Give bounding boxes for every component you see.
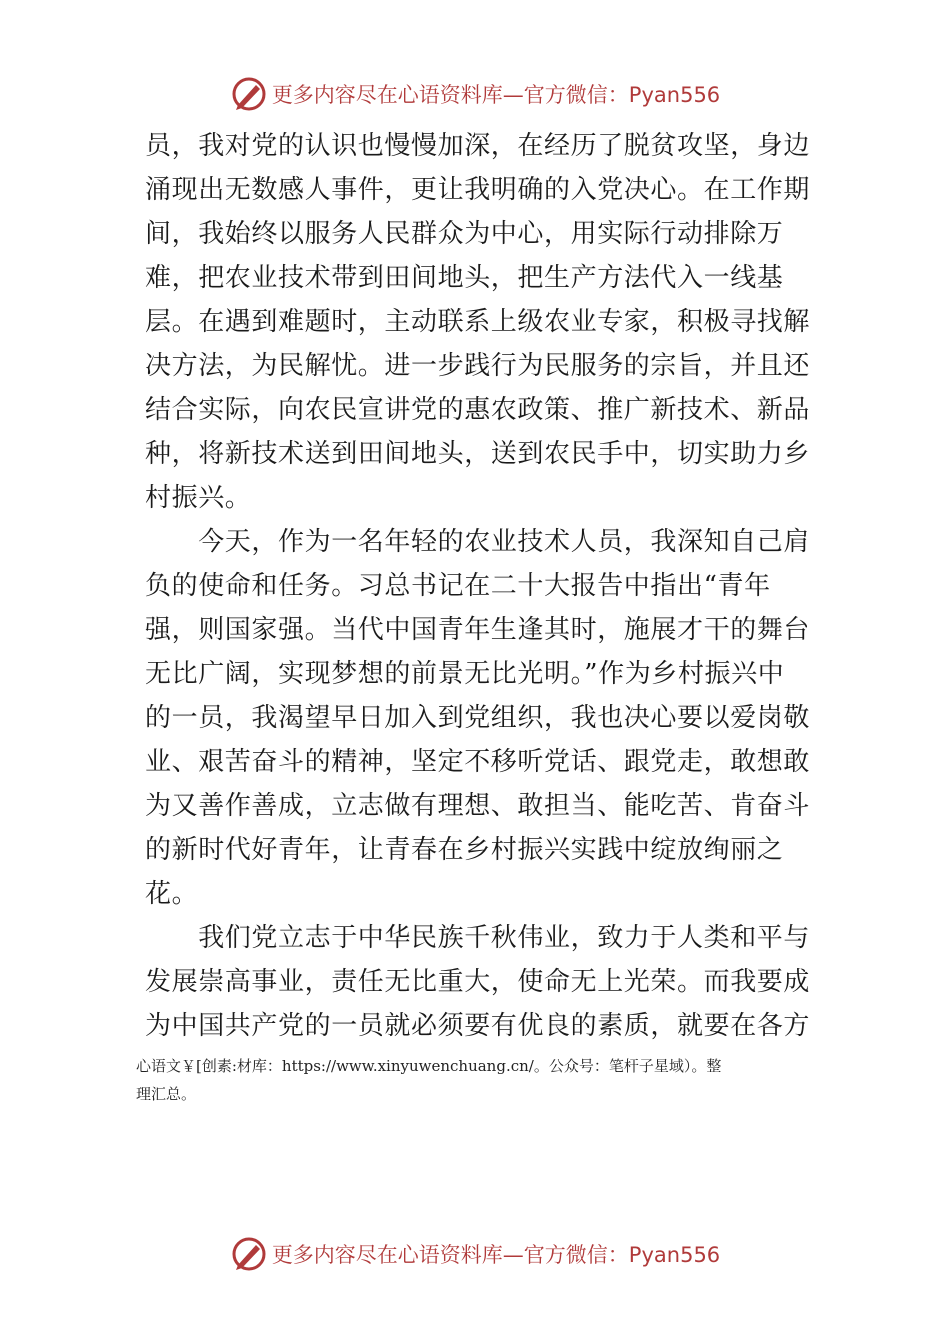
body-line: 的一员，我渴望早日加入到党组织，我也决心要以爱岗敬: [145, 703, 811, 733]
body-line: 间，我始终以服务人民群众为中心，用实际行动排除万: [145, 219, 784, 249]
body-line: 今天，作为一名年轻的农业技术人员，我深知自己肩: [145, 527, 811, 557]
body-line: 我们党立志于中华民族千秋伟业，致力于人类和平与: [145, 923, 811, 953]
body-line: 的新时代好青年，让青春在乡村振兴实践中绽放绚丽之: [145, 835, 784, 865]
source-note: [136, 1052, 826, 1108]
body-line: 强，则国家强。当代中国青年生逢其时，施展才干的舞台: [145, 615, 811, 645]
body-line: 花。: [145, 879, 199, 909]
body-line: 难，把农业技术带到田间地头，把生产方法代入一线基: [145, 263, 784, 293]
body-line: 结合实际，向农民宣讲党的惠农政策、推广新技术、新品: [145, 395, 811, 425]
body-line: 村振兴。: [145, 483, 252, 513]
pen-logo-icon: [230, 1235, 268, 1273]
body-line: 业、艰苦奋斗的精神，坚定不移听党话、跟党走，敢想敢: [145, 747, 811, 777]
body-line: 员，我对党的认识也慢慢加深，在经历了脱贫攻坚，身边: [145, 131, 811, 161]
body-line: 负的使命和任务。习总书记在二十大报告中指出“青年: [145, 571, 771, 601]
body-line: 涌现出无数感人事件，更让我明确的入党决心。在工作期: [145, 175, 811, 205]
body-line: 层。在遇到难题时，主动联系上级农业专家，积极寻找解: [145, 307, 811, 337]
banner-text: 更多内容尽在心语资料库—官方微信：Pyan556: [271, 83, 721, 107]
source-note-line: 心语文￥[创素:材库：https://www.xinyuwenchuang.cn/。公众号：笔杆子星域）。整: [136, 1057, 722, 1075]
banner-text: 更多内容尽在心语资料库—官方微信：Pyan556: [271, 1243, 721, 1267]
pen-logo-icon: [230, 75, 268, 113]
source-note-line: 理汇总。: [136, 1085, 197, 1103]
body-line: 种，将新技术送到田间地头，送到农民手中，切实助力乡: [145, 439, 811, 469]
body-line: 为又善作善成，立志做有理想、敢担当、能吃苦、肯奋斗: [145, 791, 811, 821]
document-body: [145, 124, 811, 1048]
header-banner: [0, 74, 950, 114]
footer-banner: [0, 1234, 950, 1274]
body-line: 无比广阔，实现梦想的前景无比光明。”作为乡村振兴中: [145, 659, 785, 689]
body-line: 为中国共产党的一员就必须要有优良的素质，就要在各方: [145, 1011, 811, 1041]
body-line: 决方法，为民解忧。进一步践行为民服务的宗旨，并且还: [145, 351, 811, 381]
body-line: 发展崇高事业，责任无比重大，使命无上光荣。而我要成: [145, 967, 811, 997]
